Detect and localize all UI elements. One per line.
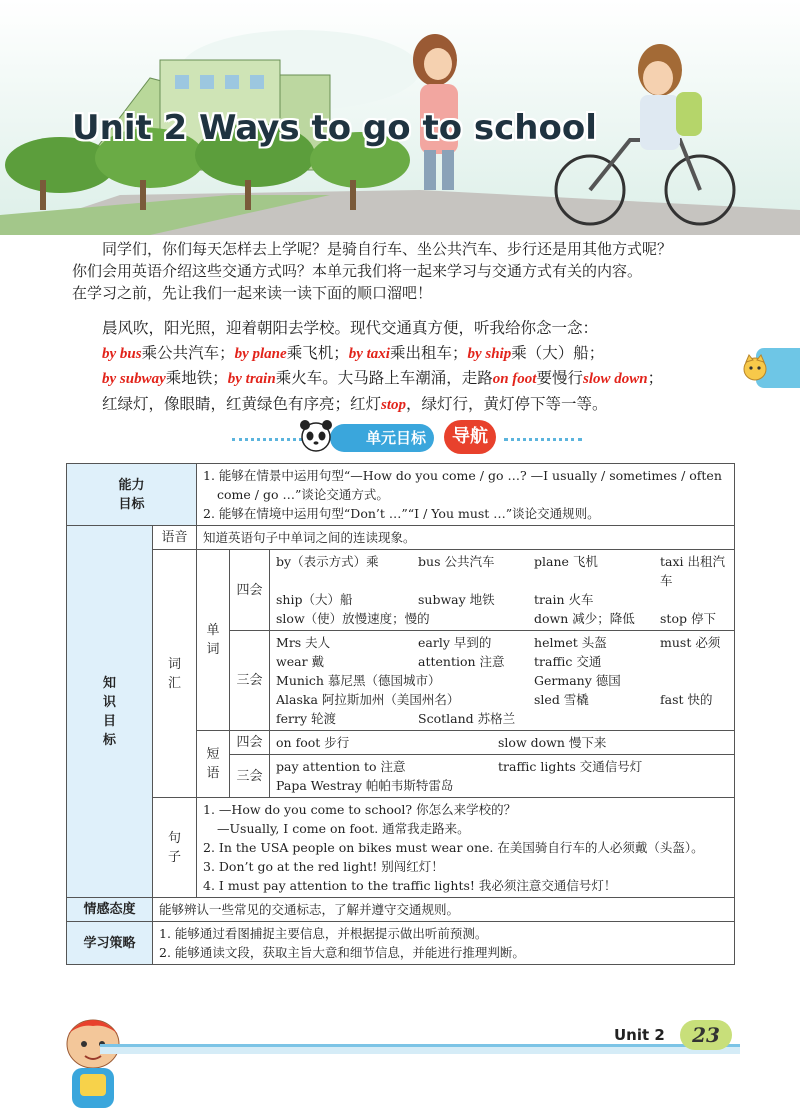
rhyme-en: by bus [102,345,142,362]
level-three-label: 三会 [230,755,270,798]
intro-line: 同学们，你们每天怎样去上学呢？是骑自行车、坐公共汽车、步行还是用其他方式呢？ [102,240,673,258]
vocab-label: 词 汇 [153,550,197,798]
rhyme-en: slow down [583,371,648,387]
rhyme-zh: 乘火车。大马路上车潮涌，走路 [275,369,493,387]
sentences-content: 1. —How do you come to school? 你怎么来学校的？ —Usually, I come on foot. 通常我走路来。 2. In the USA people on bikes must wear one. 在美国骑自行车的人必须戴（头盔）。 3. Don’t go at the red light! 别闯红灯！ 4. I must pay attention to the traffic lights! 我必须注意交通信号灯！ [197,798,735,898]
word-label: 单 词 [197,550,230,731]
rhyme-en: by taxi [348,345,390,362]
rhyme-zh: 乘公共汽车； [141,343,235,362]
emotion-content: 能够辨认一些常见的交通标志，了解并遵守交通规则。 [153,898,735,922]
rhyme-en: by subway [102,371,166,387]
unit-target-header [232,420,582,456]
dotted-divider [504,438,582,441]
rhyme-zh: 乘地铁； [165,369,228,387]
rhyme-line-3 [102,366,752,392]
sentence-label: 句 子 [153,798,197,898]
table-row-ability [67,464,735,526]
rhyme-zh: 乘飞机； [286,343,349,362]
table-row-pronunciation [67,526,735,550]
words-four: by（表示方式）乘 bus 公共汽车 plane 飞机 taxi 出租汽车 ship（大）船 subway 地铁 train 火车 slow（使）放慢速度；慢的 down 减少；降低 stop 停下 [270,550,735,631]
cat-icon [740,354,770,382]
level-four-label: 四会 [230,731,270,755]
table-row-strategy [67,922,735,965]
knowledge-label: 知 识 目 标 [67,526,153,898]
rhyme [102,316,752,417]
table-row-sentences [67,798,735,898]
rhyme-zh: 要慢行 [536,369,583,387]
ability-label: 能力 目标 [67,464,197,526]
level-three-label: 三会 [230,631,270,731]
words-three: Mrs 夫人 early 早到的 helmet 头盔 must 必须 wear 戴 attention 注意 traffic 交通 Munich 慕尼黑（德国城市） Germany 德国 Alaska 阿拉斯加州（美国州名） sled 雪橇 fast 快的 ferry 轮渡 Scotland 苏格兰 [270,631,735,731]
rhyme-en: stop [381,396,407,413]
rhyme-zh: 乘（大）船； [511,343,605,362]
rhyme-en: by ship [467,345,512,362]
unit-goals-table [66,463,735,965]
rhyme-zh: 红绿灯，像眼睛，红黄绿色有序亮；红灯 [102,394,382,413]
rhyme-zh: 乘出租车； [389,343,468,362]
table-row-emotion [67,898,735,922]
rhyme-line-1: 晨风吹，阳光照，迎着朝阳去学校。现代交通真方便，听我给你念一念： [102,319,599,337]
intro-text [72,238,752,304]
intro-line: 你们会用英语介绍这些交通方式吗？本单元我们将一起来学习与交通方式有关的内容。 [72,262,643,280]
rhyme-line-2 [102,341,752,367]
rhyme-zh: ； [647,369,664,387]
rhyme-en: by train [227,371,276,387]
strategy-content: 1. 能够通过看图捕捉主要信息，并根据提示做出听前预测。 2. 能够通读文段，获取主旨大意和细节信息，并能进行推理判断。 [153,922,735,965]
rhyme-en: by plane [234,345,287,362]
unit-target-title: 单元目标 [330,424,434,452]
page-number: 23 [680,1020,732,1050]
phrase-label: 短 语 [197,731,230,798]
rhyme-zh: ，绿灯行，黄灯停下等一等。 [406,394,608,413]
unit-title: Unit 2 Ways to go to school [72,108,597,148]
rhyme-en: on foot [492,371,537,387]
dotted-divider [232,438,302,441]
ability-content: 1. 能够在情景中运用句型“—How do you come / go …? —I usually / sometimes / often come / go …”谈论交通方式。 2. 能够在情境中运用句型“Don’t …”“I / You must …”谈论交通规则。 [197,464,735,526]
phrases-three: pay attention to 注意 traffic lights 交通信号灯 Papa Westray 帕帕韦斯特雷岛 [270,755,735,798]
unit-target-nav: 导航 [444,420,496,454]
panda-icon [298,418,334,454]
mascot-icon [58,1010,128,1115]
phrases-four: on foot 步行 slow down 慢下来 [270,731,735,755]
emotion-label: 情感态度 [67,898,153,922]
pronunciation-content: 知道英语句子中单词之间的连读现象。 [197,526,735,550]
footer-unit-label: Unit 2 [614,1026,665,1044]
intro-line: 在学习之前，先让我们一起来读一读下面的顺口溜吧！ [72,284,433,302]
table-row-words-four [67,550,735,631]
rhyme-line-4 [102,392,752,418]
footer-line [100,1044,740,1047]
strategy-label: 学习策略 [67,922,153,965]
level-four-label: 四会 [230,550,270,631]
pronunciation-label: 语音 [153,526,197,550]
